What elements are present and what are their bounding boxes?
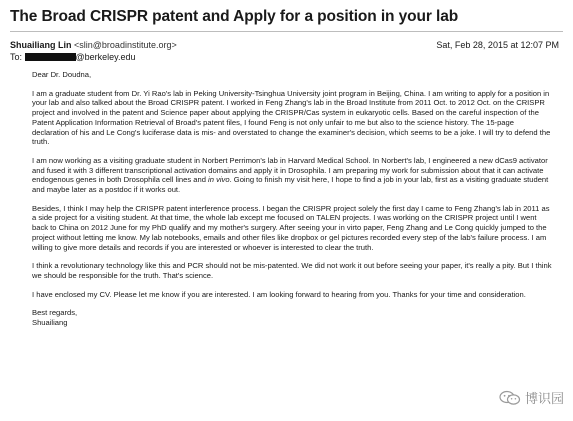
paragraph-2-part-2: . Going to finish my visit here, I hope to find a job in your lab, first as a visiting graduate student and maybe later as a postdoc if it works out.: [32, 175, 549, 195]
paragraph-2: [32, 156, 552, 195]
signature: Shuailiang: [32, 318, 68, 328]
redacted-recipient: [25, 53, 76, 61]
to-label: To:: [10, 52, 23, 62]
paragraph-1: I am a graduate student from Dr. Yi Rao's lab in Peking University-Tsinghua University joint program in Beijing, China. I am writing to apply for a position in your lab and also talked about the Broad CRISPR patent. I worked in Feng Zhang's lab in the Broad Institute from 2011 Oct. to 2012 Oct. on the CRISPR project and involved in the patent and Science paper about applying the CRISPR/Cas system in eukaryotic cells. Based on the careful inspection of the Patent Application Information Retrieval of Broad's patent files, I found Feng is not only unfair to me but also to the science history. The 15-page declaration of his and Le Cong's luciferase data is mis- and overstated to change the examiner's decision, which seems to be a joke. I will try to defend the truth.: [32, 88, 551, 147]
paragraph-2-italic: in vivo: [208, 175, 230, 185]
watermark: [499, 388, 564, 407]
header-divider: [10, 31, 563, 32]
email-body: [32, 70, 552, 328]
greeting: Dear Dr. Doudna,: [32, 70, 92, 79]
wechat-icon: [499, 390, 521, 406]
sender-email[interactable]: <slin@broadinstitute.org>: [74, 40, 177, 50]
recipient-row: [10, 52, 136, 62]
email-subject: The Broad CRISPR patent and Apply for a position in your lab: [10, 8, 459, 25]
paragraph-3: Besides, I think I may help the CRISPR patent interference process. I began the CRISPR project solely the first day I came to Feng Zhang's lab in 2011 as a side project for a visiting student. At that time, the whole lab except me focused on TALEN projects. I was working on the CRISPR project until I went back to China on 2012 June for my PhD qualify and my mother's surgery. After seeing your in virto paper, Feng Zhang and Le Cong quickly jumped to the project without letting me know. My lab notebooks, emails and other files like dropbox or gel pictures recorded every step of the lab's failure process. I am willing to give more details and records if you are interested or whoever is interested to clear the truth.: [32, 203, 550, 252]
sender-row: [10, 40, 565, 52]
recipient-email-suffix[interactable]: @berkeley.edu: [75, 52, 136, 62]
sender-name[interactable]: Shuailiang Lin: [10, 40, 72, 50]
paragraph-5: I have enclosed my CV. Please let me know if you are interested. I am looking forward to hearing from you. Thanks for your time and consideration.: [32, 289, 526, 299]
paragraph-2-part-1: I am now working as a visiting graduate student in Norbert Perrimon's lab in Harvard Medical School. In Norbert's lab, I engineered a new dCas9 activator and fused it with 3 different transcriptional activation domains and apply it in Drosophila. I am preparing my work for submission about that it can activate endogenous genes in both Drosophila cell lines and: [32, 155, 548, 185]
watermark-text: 博识园: [524, 391, 564, 406]
email-date: Sat, Feb 28, 2015 at 12:07 PM: [436, 40, 559, 50]
closing: Best regards,: [32, 308, 78, 318]
paragraph-4: I think a revolutionary technology like this and PCR should not be mis-patented. We did not work it out before seeing your paper, it's really a pity. But I think we should be responsible for the truth. That's science.: [32, 261, 552, 280]
